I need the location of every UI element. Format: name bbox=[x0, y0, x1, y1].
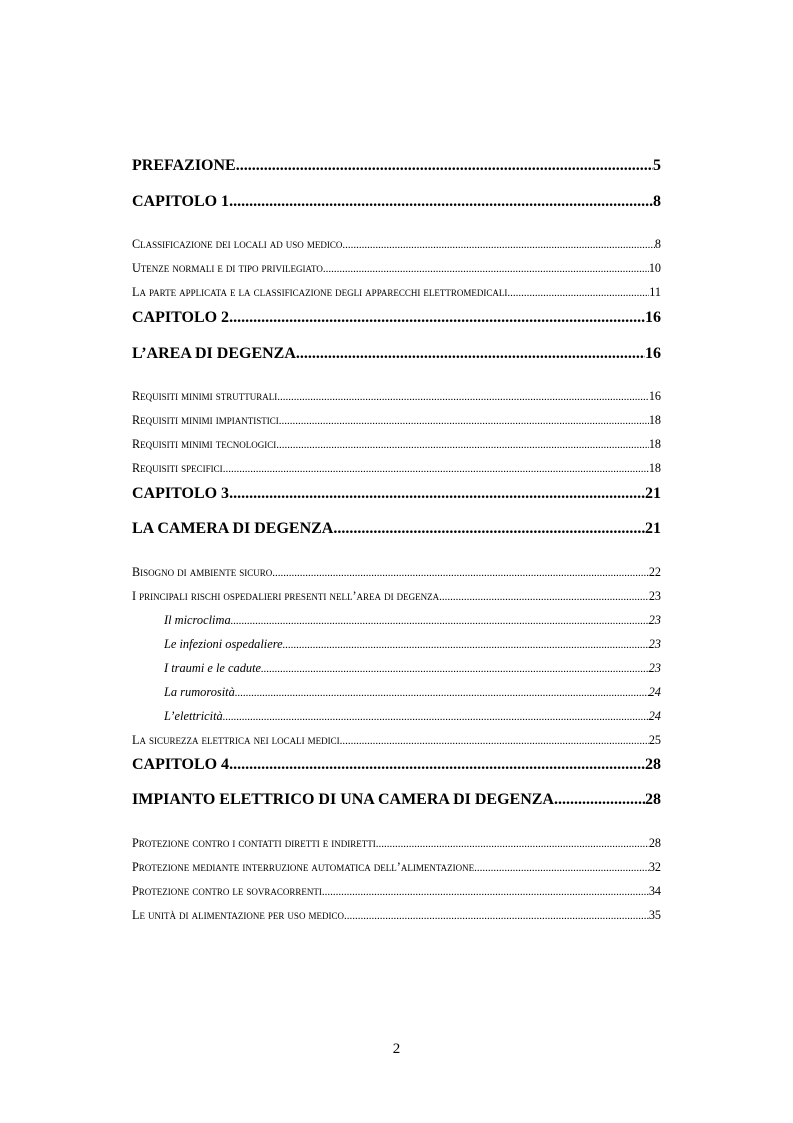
toc-entry-page: 22 bbox=[648, 565, 661, 579]
toc-entry-title: I traumi e le cadute bbox=[164, 661, 262, 675]
toc-entry-page: 18 bbox=[648, 437, 661, 451]
toc-entry-title: La parte applicata e la classificazione degli apparecchi elettromedicali bbox=[132, 285, 508, 299]
toc-entry-subsection[interactable] bbox=[164, 708, 661, 725]
toc-entry-chapter-title[interactable] bbox=[132, 344, 661, 364]
toc-entry-title: Requisiti specifici bbox=[132, 461, 223, 475]
toc-entry-page: 28 bbox=[645, 791, 661, 808]
toc-entry-title: Le infezioni ospedaliere bbox=[164, 637, 283, 651]
toc-entry-section[interactable] bbox=[132, 260, 661, 277]
toc-entry-page: 34 bbox=[648, 884, 661, 898]
toc-entry-page: 16 bbox=[648, 389, 661, 403]
toc-entry-page: 5 bbox=[653, 157, 661, 174]
toc-entry-page: 23 bbox=[648, 637, 661, 651]
toc-entry-title: Classificazione dei locali ad uso medico bbox=[132, 237, 343, 251]
toc-entry-section[interactable] bbox=[132, 412, 661, 429]
toc-entry-subsection[interactable] bbox=[164, 636, 661, 653]
toc-entry-section[interactable] bbox=[132, 859, 661, 876]
toc-entry-title: La sicurezza elettrica nei locali medici bbox=[132, 733, 340, 747]
toc-entry-page: 24 bbox=[648, 709, 661, 723]
toc-entry-page: 23 bbox=[648, 613, 661, 627]
toc-entry-page: 21 bbox=[645, 485, 661, 502]
toc-entry-page: 10 bbox=[648, 261, 661, 275]
toc-entry-page: 32 bbox=[648, 860, 661, 874]
toc-entry-title: Bisogno di ambiente sicuro bbox=[132, 565, 273, 579]
toc-entry-title: Requisiti minimi tecnologici bbox=[132, 437, 277, 451]
toc-entry-section[interactable] bbox=[132, 907, 661, 924]
toc-entry-page: 18 bbox=[648, 461, 661, 475]
leader-dots bbox=[376, 836, 649, 852]
leader-dots bbox=[322, 884, 649, 900]
toc-entry-page: 28 bbox=[645, 756, 661, 773]
toc-entry-capitolo-4[interactable] bbox=[132, 755, 661, 775]
toc-entry-page: 21 bbox=[645, 520, 661, 537]
leader-dots bbox=[283, 637, 649, 653]
toc-entry-title: CAPITOLO 1 bbox=[132, 193, 230, 210]
toc-entry-title: LA CAMERA DI DEGENZA bbox=[132, 520, 334, 537]
leader-dots bbox=[340, 733, 649, 749]
toc-entry-title: L’AREA DI DEGENZA bbox=[132, 345, 296, 362]
toc-entry-section[interactable] bbox=[132, 236, 661, 253]
toc-entry-title: Protezione contro le sovracorrenti bbox=[132, 884, 322, 898]
toc-entry-capitolo-2[interactable] bbox=[132, 308, 661, 328]
toc-entry-title: Il microclima bbox=[164, 613, 231, 627]
toc-entry-title: CAPITOLO 2 bbox=[132, 309, 230, 326]
leader-dots bbox=[236, 156, 653, 176]
leader-dots bbox=[223, 709, 649, 725]
toc-entry-title: PREFAZIONE bbox=[132, 157, 236, 174]
toc-entry-title: Requisiti minimi strutturali bbox=[132, 389, 278, 403]
toc-entry-page: 18 bbox=[648, 413, 661, 427]
toc-entry-page: 11 bbox=[649, 285, 661, 299]
toc-entry-section[interactable] bbox=[132, 883, 661, 900]
toc-entry-page: 24 bbox=[648, 685, 661, 699]
leader-dots bbox=[276, 437, 649, 453]
toc-entry-title: CAPITOLO 4 bbox=[132, 756, 230, 773]
leader-dots bbox=[507, 285, 649, 301]
toc-entry-section[interactable] bbox=[132, 835, 661, 852]
toc-entry-chapter-title[interactable] bbox=[132, 790, 661, 810]
leader-dots bbox=[344, 908, 649, 924]
toc-entry-title: IMPIANTO ELETTRICO DI UNA CAMERA DI DEGENZA bbox=[132, 791, 554, 808]
toc-entry-section[interactable] bbox=[132, 564, 661, 581]
leader-dots bbox=[323, 261, 649, 277]
toc-entry-page: 23 bbox=[648, 589, 661, 603]
toc-entry-title: I principali rischi ospedalieri presenti nell’area di degenza bbox=[132, 589, 440, 603]
toc-entry-subsection[interactable] bbox=[164, 612, 661, 629]
toc-entry-page: 8 bbox=[653, 193, 661, 210]
toc-entry-section[interactable] bbox=[132, 388, 661, 405]
toc-entry-section[interactable] bbox=[132, 460, 661, 477]
toc-entry-section[interactable] bbox=[132, 284, 661, 301]
toc-entry-title: La rumorosità bbox=[164, 685, 235, 699]
toc-entry-title: CAPITOLO 3 bbox=[132, 485, 230, 502]
toc-entry-section[interactable] bbox=[132, 732, 661, 749]
leader-dots bbox=[554, 790, 645, 810]
toc-entry-chapter-title[interactable] bbox=[132, 519, 661, 539]
leader-dots bbox=[223, 461, 649, 477]
page-number: 2 bbox=[392, 1041, 401, 1057]
toc-entry-page: 28 bbox=[648, 836, 661, 850]
toc-entry-page: 25 bbox=[648, 733, 661, 747]
toc-entry-capitolo-3[interactable] bbox=[132, 484, 661, 504]
toc-entry-section[interactable] bbox=[132, 588, 661, 605]
leader-dots bbox=[474, 860, 649, 876]
leader-dots bbox=[235, 685, 649, 701]
toc-entry-page: 16 bbox=[645, 345, 661, 362]
toc-entry-title: Utenze normali e di tipo privilegiato bbox=[132, 261, 323, 275]
toc-entry-page: 23 bbox=[648, 661, 661, 675]
leader-dots bbox=[279, 413, 649, 429]
toc-entry-prefazione[interactable] bbox=[132, 156, 661, 176]
leader-dots bbox=[231, 613, 649, 629]
toc-entry-subsection[interactable] bbox=[164, 684, 661, 701]
leader-dots bbox=[229, 192, 653, 212]
leader-dots bbox=[229, 755, 645, 775]
leader-dots bbox=[439, 589, 649, 605]
toc-entry-title: Requisiti minimi impiantistici bbox=[132, 413, 279, 427]
toc-entry-title: Le unità di alimentazione per uso medico bbox=[132, 908, 344, 922]
leader-dots bbox=[296, 344, 645, 364]
leader-dots bbox=[272, 565, 649, 581]
toc-entry-page: 16 bbox=[645, 309, 661, 326]
toc-entry-title: Protezione mediante interruzione automatica dell’alimentazione bbox=[132, 860, 475, 874]
leader-dots bbox=[333, 519, 645, 539]
toc-entry-title: Protezione contro i contatti diretti e indiretti bbox=[132, 836, 376, 850]
leader-dots bbox=[342, 237, 655, 253]
leader-dots bbox=[261, 661, 649, 677]
toc-entry-title: L’elettricità bbox=[164, 709, 223, 723]
toc-entry-page: 8 bbox=[654, 237, 661, 251]
toc-entry-capitolo-1[interactable] bbox=[132, 192, 661, 212]
leader-dots bbox=[277, 389, 649, 405]
toc-entry-subsection[interactable] bbox=[164, 660, 661, 677]
toc-entry-page: 35 bbox=[648, 908, 661, 922]
leader-dots bbox=[229, 484, 645, 504]
leader-dots bbox=[229, 308, 645, 328]
toc-entry-section[interactable] bbox=[132, 436, 661, 453]
